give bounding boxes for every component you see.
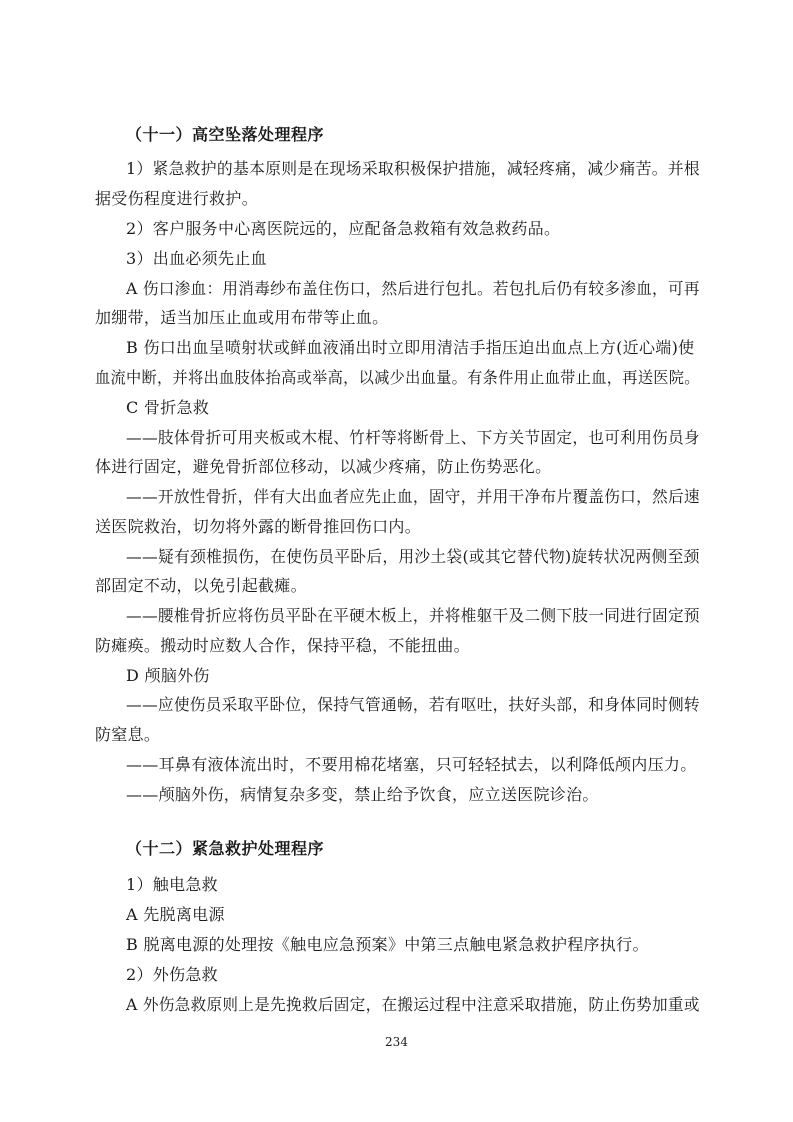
page-number: 234 xyxy=(385,1035,408,1049)
paragraph-line: 送医院救治，切勿将外露的断骨推回伤口内。 xyxy=(95,517,422,536)
paragraph-line: ——肢体骨折可用夹板或木棍、竹杆等将断骨上、下方关节固定，也可利用伤员身 xyxy=(126,428,700,447)
paragraph-line: 1）紧急救护的基本原则是在现场采取积极保护措施，减轻疼痛，减少痛苦。并根 xyxy=(126,159,701,178)
paragraph-line: 1）触电急救 xyxy=(126,875,218,894)
paragraph-line: 2）客户服务中心离医院远的，应配备急救箱有效急救药品。 xyxy=(126,219,561,238)
paragraph-line: B 脱离电源的处理按《触电应急预案》中第三点触电紧急救护程序执行。 xyxy=(126,935,649,954)
paragraph-line: 加绷带，适当加压止血或用布带等止血。 xyxy=(95,308,389,327)
paragraph-line: ——应使伤员采取平卧位，保持气管通畅，若有呕吐，扶好头部，和身体同时侧转 xyxy=(126,695,700,714)
paragraph-line: 据受伤程度进行救护。 xyxy=(95,189,259,208)
paragraph-line: A 外伤急救原则上是先挽救后固定，在搬运过程中注意采取措施，防止伤势加重或 xyxy=(126,995,700,1014)
paragraph-line: 防窒息。 xyxy=(95,725,161,744)
paragraph-line: 部固定不动，以免引起截瘫。 xyxy=(95,576,307,595)
paragraph-line: 体进行固定，避免骨折部位移动，以减少疼痛，防止伤势恶化。 xyxy=(95,457,552,476)
paragraph-line: A 先脱离电源 xyxy=(126,905,225,924)
section-heading-emergency: （十二）紧急救护处理程序 xyxy=(126,839,325,858)
paragraph-line: ——颅脑外伤，病情复杂多变，禁止给予饮食，应立送医院诊治。 xyxy=(126,785,599,804)
paragraph-line: 防瘫痪。搬动时应数人合作，保持平稳，不能扭曲。 xyxy=(95,636,470,655)
paragraph-line: 3）出血必须先止血 xyxy=(126,249,267,268)
paragraph-line: 2）外伤急救 xyxy=(126,965,218,984)
paragraph-line: D 颅脑外伤 xyxy=(126,666,210,685)
paragraph-line: ——疑有颈椎损伤，在使伤员平卧后，用沙土袋(或其它替代物)旋转状况两侧至颈 xyxy=(126,547,700,566)
paragraph-line: 血流中断，并将出血肢体抬高或举高，以减少出血量。有条件用止血带止血，再送医院。 xyxy=(95,368,700,387)
paragraph-line: A 伤口渗血：用消毒纱布盖住伤口，然后进行包扎。若包扎后仍有较多渗血，可再 xyxy=(126,279,700,298)
paragraph-line: C 骨折急救 xyxy=(126,398,210,417)
section-heading-fall: （十一）高空坠落处理程序 xyxy=(126,125,325,144)
paragraph-line: B 伤口出血呈喷射状或鲜血液涌出时立即用清洁手指压迫出血点上方(近心端)使 xyxy=(126,338,695,357)
paragraph-line: ——腰椎骨折应将伤员平卧在平硬木板上，并将椎躯干及二侧下肢一同进行固定预 xyxy=(126,606,700,625)
paragraph-line: ——耳鼻有液体流出时，不要用棉花堵塞，只可轻轻拭去，以利降低颅内压力。 xyxy=(126,755,697,774)
paragraph-line: ——开放性骨折，伴有大出血者应先止血，固守，并用干净布片覆盖伤口，然后速 xyxy=(126,487,700,506)
